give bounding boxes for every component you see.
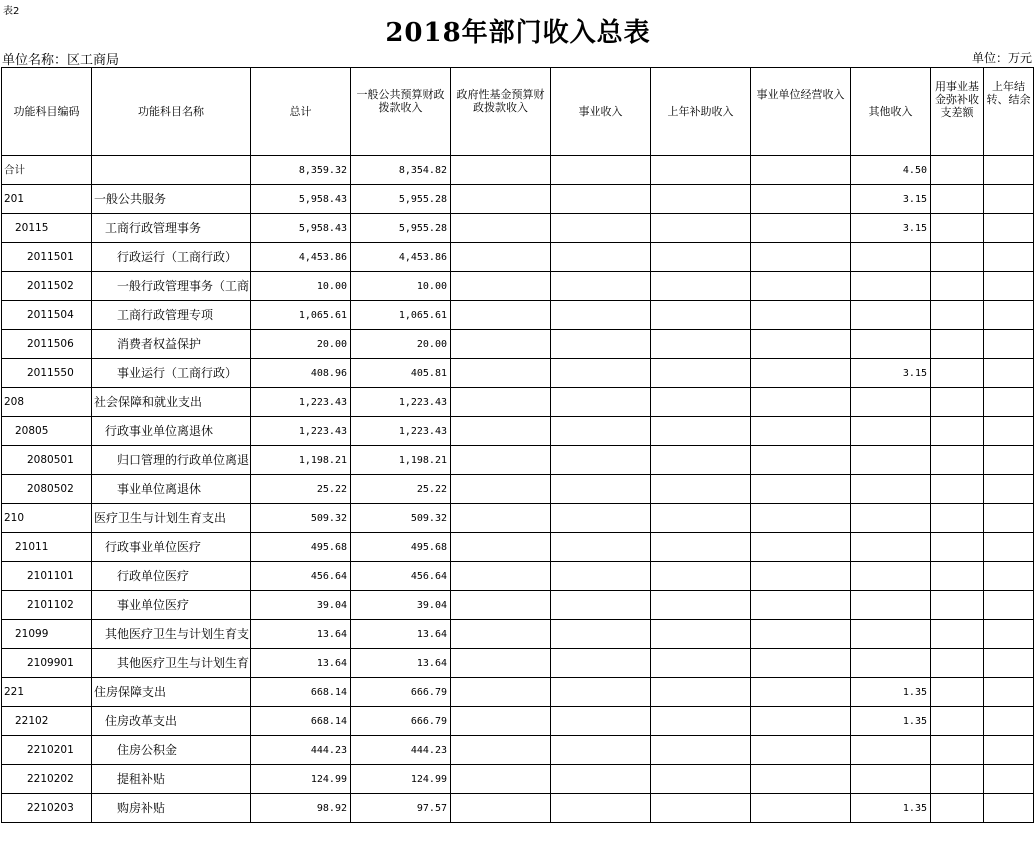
cell-total: 668.14 bbox=[251, 678, 351, 707]
cell-operating-income bbox=[751, 533, 851, 562]
cell-total: 444.23 bbox=[251, 736, 351, 765]
cell-other-income bbox=[851, 243, 931, 272]
cell-name: 住房保障支出 bbox=[92, 678, 251, 707]
cell-general-budget: 666.79 bbox=[351, 678, 451, 707]
table-row bbox=[2, 388, 1034, 417]
cell-gov-fund bbox=[451, 417, 551, 446]
cell-total: 495.68 bbox=[251, 533, 351, 562]
cell-business-income bbox=[551, 736, 651, 765]
cell-carryover bbox=[984, 533, 1034, 562]
header-code: 功能科目编码 bbox=[2, 68, 92, 156]
cell-other-income bbox=[851, 591, 931, 620]
cell-gov-fund bbox=[451, 736, 551, 765]
cell-other-income bbox=[851, 504, 931, 533]
cell-operating-income bbox=[751, 301, 851, 330]
header-total: 总计 bbox=[251, 68, 351, 156]
cell-other-income bbox=[851, 388, 931, 417]
cell-gov-fund bbox=[451, 707, 551, 736]
cell-total: 1,223.43 bbox=[251, 417, 351, 446]
cell-fund-offset bbox=[931, 475, 984, 504]
cell-total: 98.92 bbox=[251, 794, 351, 823]
cell-prev-subsidy bbox=[651, 591, 751, 620]
table-row bbox=[2, 678, 1034, 707]
cell-carryover bbox=[984, 765, 1034, 794]
cell-general-budget: 20.00 bbox=[351, 330, 451, 359]
cell-prev-subsidy bbox=[651, 185, 751, 214]
table-row bbox=[2, 649, 1034, 678]
table-row bbox=[2, 765, 1034, 794]
cell-business-income bbox=[551, 794, 651, 823]
cell-fund-offset bbox=[931, 620, 984, 649]
cell-prev-subsidy bbox=[651, 446, 751, 475]
cell-other-income bbox=[851, 272, 931, 301]
cell-total: 8,359.32 bbox=[251, 156, 351, 185]
cell-total: 1,223.43 bbox=[251, 388, 351, 417]
cell-fund-offset bbox=[931, 330, 984, 359]
cell-prev-subsidy bbox=[651, 388, 751, 417]
cell-name: 住房公积金 bbox=[92, 736, 251, 765]
cell-code: 221 bbox=[2, 678, 92, 707]
cell-name: 一般行政管理事务（工商 bbox=[92, 272, 251, 301]
cell-other-income bbox=[851, 620, 931, 649]
cell-name: 事业单位医疗 bbox=[92, 591, 251, 620]
cell-business-income bbox=[551, 446, 651, 475]
cell-prev-subsidy bbox=[651, 562, 751, 591]
cell-code: 2101102 bbox=[2, 591, 92, 620]
cell-code: 2080501 bbox=[2, 446, 92, 475]
cell-prev-subsidy bbox=[651, 156, 751, 185]
cell-fund-offset bbox=[931, 678, 984, 707]
cell-prev-subsidy bbox=[651, 359, 751, 388]
cell-total: 5,958.43 bbox=[251, 185, 351, 214]
cell-code: 210 bbox=[2, 504, 92, 533]
cell-gov-fund bbox=[451, 185, 551, 214]
cell-business-income bbox=[551, 765, 651, 794]
cell-total: 20.00 bbox=[251, 330, 351, 359]
cell-fund-offset bbox=[931, 562, 984, 591]
cell-fund-offset bbox=[931, 591, 984, 620]
cell-general-budget: 13.64 bbox=[351, 649, 451, 678]
cell-prev-subsidy bbox=[651, 794, 751, 823]
cell-operating-income bbox=[751, 214, 851, 243]
cell-other-income bbox=[851, 649, 931, 678]
cell-carryover bbox=[984, 649, 1034, 678]
cell-general-budget: 1,065.61 bbox=[351, 301, 451, 330]
cell-name: 消费者权益保护 bbox=[92, 330, 251, 359]
cell-operating-income bbox=[751, 794, 851, 823]
cell-fund-offset bbox=[931, 243, 984, 272]
cell-code: 2101101 bbox=[2, 562, 92, 591]
cell-prev-subsidy bbox=[651, 620, 751, 649]
cell-carryover bbox=[984, 243, 1034, 272]
cell-operating-income bbox=[751, 156, 851, 185]
cell-gov-fund bbox=[451, 214, 551, 243]
cell-fund-offset bbox=[931, 185, 984, 214]
cell-general-budget: 405.81 bbox=[351, 359, 451, 388]
cell-prev-subsidy bbox=[651, 272, 751, 301]
cell-total: 124.99 bbox=[251, 765, 351, 794]
cell-general-budget: 39.04 bbox=[351, 591, 451, 620]
cell-gov-fund bbox=[451, 533, 551, 562]
cell-business-income bbox=[551, 533, 651, 562]
cell-total: 39.04 bbox=[251, 591, 351, 620]
cell-business-income bbox=[551, 388, 651, 417]
cell-gov-fund bbox=[451, 359, 551, 388]
cell-gov-fund bbox=[451, 562, 551, 591]
cell-carryover bbox=[984, 620, 1034, 649]
cell-total: 668.14 bbox=[251, 707, 351, 736]
cell-general-budget: 4,453.86 bbox=[351, 243, 451, 272]
cell-gov-fund bbox=[451, 301, 551, 330]
cell-other-income: 1.35 bbox=[851, 678, 931, 707]
cell-name: 其他医疗卫生与计划生育支 bbox=[92, 620, 251, 649]
cell-name: 行政事业单位医疗 bbox=[92, 533, 251, 562]
cell-business-income bbox=[551, 185, 651, 214]
cell-total: 4,453.86 bbox=[251, 243, 351, 272]
cell-other-income bbox=[851, 330, 931, 359]
cell-general-budget: 97.57 bbox=[351, 794, 451, 823]
cell-business-income bbox=[551, 272, 651, 301]
cell-prev-subsidy bbox=[651, 649, 751, 678]
cell-fund-offset bbox=[931, 417, 984, 446]
cell-total: 25.22 bbox=[251, 475, 351, 504]
cell-fund-offset bbox=[931, 707, 984, 736]
header-carryover: 上年结转、结余 bbox=[984, 68, 1034, 156]
cell-code: 20805 bbox=[2, 417, 92, 446]
cell-other-income: 1.35 bbox=[851, 707, 931, 736]
cell-prev-subsidy bbox=[651, 475, 751, 504]
cell-name: 其他医疗卫生与计划生育 bbox=[92, 649, 251, 678]
cell-name: 事业单位离退休 bbox=[92, 475, 251, 504]
cell-code: 208 bbox=[2, 388, 92, 417]
cell-operating-income bbox=[751, 417, 851, 446]
table-row bbox=[2, 446, 1034, 475]
cell-carryover bbox=[984, 707, 1034, 736]
cell-gov-fund bbox=[451, 765, 551, 794]
page-title: 2018年部门收入总表 bbox=[385, 18, 651, 48]
cell-other-income: 3.15 bbox=[851, 359, 931, 388]
cell-gov-fund bbox=[451, 388, 551, 417]
cell-carryover bbox=[984, 214, 1034, 243]
cell-code: 2210203 bbox=[2, 794, 92, 823]
cell-carryover bbox=[984, 272, 1034, 301]
cell-gov-fund bbox=[451, 678, 551, 707]
cell-code: 20115 bbox=[2, 214, 92, 243]
cell-code: 2080502 bbox=[2, 475, 92, 504]
cell-operating-income bbox=[751, 736, 851, 765]
cell-name: 一般公共服务 bbox=[92, 185, 251, 214]
cell-other-income bbox=[851, 736, 931, 765]
cell-total: 13.64 bbox=[251, 649, 351, 678]
cell-total: 456.64 bbox=[251, 562, 351, 591]
cell-operating-income bbox=[751, 330, 851, 359]
cell-total: 5,958.43 bbox=[251, 214, 351, 243]
cell-operating-income bbox=[751, 475, 851, 504]
cell-carryover bbox=[984, 359, 1034, 388]
header-operating-income: 事业单位经营收入 bbox=[751, 68, 851, 156]
cell-code: 2210202 bbox=[2, 765, 92, 794]
cell-operating-income bbox=[751, 504, 851, 533]
cell-prev-subsidy bbox=[651, 417, 751, 446]
table-row bbox=[2, 214, 1034, 243]
table-row bbox=[2, 562, 1034, 591]
cell-total: 10.00 bbox=[251, 272, 351, 301]
cell-other-income: 4.50 bbox=[851, 156, 931, 185]
cell-carryover bbox=[984, 417, 1034, 446]
cell-fund-offset bbox=[931, 156, 984, 185]
cell-gov-fund bbox=[451, 649, 551, 678]
table-row bbox=[2, 359, 1034, 388]
cell-fund-offset bbox=[931, 214, 984, 243]
cell-business-income bbox=[551, 359, 651, 388]
cell-fund-offset bbox=[931, 388, 984, 417]
cell-code: 2011504 bbox=[2, 301, 92, 330]
cell-total: 13.64 bbox=[251, 620, 351, 649]
header-fund-offset: 用事业基金弥补收支差额 bbox=[931, 68, 984, 156]
cell-other-income: 1.35 bbox=[851, 794, 931, 823]
cell-general-budget: 8,354.82 bbox=[351, 156, 451, 185]
cell-carryover bbox=[984, 446, 1034, 475]
cell-operating-income bbox=[751, 272, 851, 301]
table-row bbox=[2, 417, 1034, 446]
cell-code: 201 bbox=[2, 185, 92, 214]
cell-other-income bbox=[851, 765, 931, 794]
cell-business-income bbox=[551, 330, 651, 359]
cell-business-income bbox=[551, 475, 651, 504]
cell-fund-offset bbox=[931, 272, 984, 301]
cell-business-income bbox=[551, 591, 651, 620]
table-row bbox=[2, 504, 1034, 533]
cell-carryover bbox=[984, 794, 1034, 823]
cell-other-income bbox=[851, 417, 931, 446]
cell-fund-offset bbox=[931, 301, 984, 330]
cell-operating-income bbox=[751, 678, 851, 707]
cell-fund-offset bbox=[931, 504, 984, 533]
cell-operating-income bbox=[751, 707, 851, 736]
cell-gov-fund bbox=[451, 446, 551, 475]
cell-business-income bbox=[551, 243, 651, 272]
cell-operating-income bbox=[751, 649, 851, 678]
cell-business-income bbox=[551, 562, 651, 591]
cell-general-budget: 1,198.21 bbox=[351, 446, 451, 475]
cell-name: 住房改革支出 bbox=[92, 707, 251, 736]
table-row bbox=[2, 185, 1034, 214]
cell-business-income bbox=[551, 504, 651, 533]
cell-operating-income bbox=[751, 765, 851, 794]
cell-prev-subsidy bbox=[651, 707, 751, 736]
cell-carryover bbox=[984, 504, 1034, 533]
cell-general-budget: 456.64 bbox=[351, 562, 451, 591]
cell-name: 行政事业单位离退休 bbox=[92, 417, 251, 446]
cell-prev-subsidy bbox=[651, 504, 751, 533]
cell-prev-subsidy bbox=[651, 243, 751, 272]
cell-operating-income bbox=[751, 620, 851, 649]
cell-general-budget: 10.00 bbox=[351, 272, 451, 301]
cell-general-budget: 495.68 bbox=[351, 533, 451, 562]
cell-other-income bbox=[851, 475, 931, 504]
unit-label: 单位：万元 bbox=[971, 51, 1032, 65]
cell-carryover bbox=[984, 388, 1034, 417]
table-row bbox=[2, 533, 1034, 562]
cell-name: 归口管理的行政单位离退 bbox=[92, 446, 251, 475]
cell-business-income bbox=[551, 214, 651, 243]
cell-prev-subsidy bbox=[651, 678, 751, 707]
cell-code: 2011502 bbox=[2, 272, 92, 301]
cell-fund-offset bbox=[931, 736, 984, 765]
cell-code: 22102 bbox=[2, 707, 92, 736]
cell-gov-fund bbox=[451, 591, 551, 620]
cell-operating-income bbox=[751, 359, 851, 388]
cell-gov-fund bbox=[451, 504, 551, 533]
cell-general-budget: 124.99 bbox=[351, 765, 451, 794]
cell-prev-subsidy bbox=[651, 301, 751, 330]
cell-operating-income bbox=[751, 446, 851, 475]
cell-general-budget: 509.32 bbox=[351, 504, 451, 533]
table-row bbox=[2, 620, 1034, 649]
cell-fund-offset bbox=[931, 649, 984, 678]
cell-carryover bbox=[984, 156, 1034, 185]
cell-prev-subsidy bbox=[651, 736, 751, 765]
cell-name bbox=[92, 156, 251, 185]
cell-operating-income bbox=[751, 185, 851, 214]
cell-gov-fund bbox=[451, 475, 551, 504]
cell-code: 2109901 bbox=[2, 649, 92, 678]
cell-gov-fund bbox=[451, 330, 551, 359]
cell-carryover bbox=[984, 678, 1034, 707]
table-row bbox=[2, 243, 1034, 272]
cell-other-income bbox=[851, 446, 931, 475]
header-name: 功能科目名称 bbox=[92, 68, 251, 156]
cell-total: 509.32 bbox=[251, 504, 351, 533]
cell-operating-income bbox=[751, 388, 851, 417]
cell-other-income bbox=[851, 562, 931, 591]
cell-operating-income bbox=[751, 591, 851, 620]
cell-gov-fund bbox=[451, 272, 551, 301]
cell-operating-income bbox=[751, 562, 851, 591]
cell-other-income bbox=[851, 533, 931, 562]
table-row bbox=[2, 156, 1034, 185]
cell-other-income bbox=[851, 301, 931, 330]
cell-prev-subsidy bbox=[651, 330, 751, 359]
cell-name: 事业运行（工商行政） bbox=[92, 359, 251, 388]
cell-general-budget: 5,955.28 bbox=[351, 214, 451, 243]
cell-code: 21099 bbox=[2, 620, 92, 649]
cell-carryover bbox=[984, 301, 1034, 330]
cell-fund-offset bbox=[931, 446, 984, 475]
cell-business-income bbox=[551, 620, 651, 649]
cell-carryover bbox=[984, 185, 1034, 214]
cell-general-budget: 5,955.28 bbox=[351, 185, 451, 214]
cell-business-income bbox=[551, 707, 651, 736]
table-row bbox=[2, 301, 1034, 330]
cell-name: 工商行政管理事务 bbox=[92, 214, 251, 243]
cell-business-income bbox=[551, 417, 651, 446]
table-row bbox=[2, 591, 1034, 620]
cell-code: 21011 bbox=[2, 533, 92, 562]
cell-fund-offset bbox=[931, 765, 984, 794]
cell-code: 2011501 bbox=[2, 243, 92, 272]
cell-gov-fund bbox=[451, 156, 551, 185]
header-other-income: 其他收入 bbox=[851, 68, 931, 156]
table-row bbox=[2, 707, 1034, 736]
header-general-budget: 一般公共预算财政拨款收入 bbox=[351, 68, 451, 156]
cell-code: 2011506 bbox=[2, 330, 92, 359]
cell-other-income: 3.15 bbox=[851, 214, 931, 243]
cell-fund-offset bbox=[931, 533, 984, 562]
table-body bbox=[2, 156, 1034, 823]
cell-name: 医疗卫生与计划生育支出 bbox=[92, 504, 251, 533]
cell-prev-subsidy bbox=[651, 765, 751, 794]
cell-fund-offset bbox=[931, 794, 984, 823]
cell-name: 行政运行（工商行政） bbox=[92, 243, 251, 272]
cell-total: 1,198.21 bbox=[251, 446, 351, 475]
header-prev-subsidy: 上年补助收入 bbox=[651, 68, 751, 156]
table-row bbox=[2, 475, 1034, 504]
cell-carryover bbox=[984, 330, 1034, 359]
cell-business-income bbox=[551, 156, 651, 185]
cell-prev-subsidy bbox=[651, 214, 751, 243]
table-row bbox=[2, 272, 1034, 301]
cell-carryover bbox=[984, 562, 1034, 591]
cell-general-budget: 666.79 bbox=[351, 707, 451, 736]
cell-total: 408.96 bbox=[251, 359, 351, 388]
unit-name: 单位名称：区工商局 bbox=[2, 53, 120, 68]
cell-operating-income bbox=[751, 243, 851, 272]
cell-general-budget: 1,223.43 bbox=[351, 388, 451, 417]
header-business-income: 事业收入 bbox=[551, 68, 651, 156]
header-row bbox=[2, 68, 1034, 156]
cell-name: 工商行政管理专项 bbox=[92, 301, 251, 330]
cell-prev-subsidy bbox=[651, 533, 751, 562]
cell-gov-fund bbox=[451, 794, 551, 823]
cell-name: 提租补贴 bbox=[92, 765, 251, 794]
cell-carryover bbox=[984, 591, 1034, 620]
cell-business-income bbox=[551, 649, 651, 678]
cell-business-income bbox=[551, 678, 651, 707]
cell-code: 2210201 bbox=[2, 736, 92, 765]
cell-gov-fund bbox=[451, 620, 551, 649]
cell-code: 2011550 bbox=[2, 359, 92, 388]
cell-general-budget: 1,223.43 bbox=[351, 417, 451, 446]
income-table bbox=[1, 67, 1034, 823]
table-row bbox=[2, 330, 1034, 359]
table-number: 表2 bbox=[3, 6, 20, 17]
cell-carryover bbox=[984, 475, 1034, 504]
cell-carryover bbox=[984, 736, 1034, 765]
cell-total: 1,065.61 bbox=[251, 301, 351, 330]
cell-general-budget: 25.22 bbox=[351, 475, 451, 504]
cell-code: 合计 bbox=[2, 156, 92, 185]
cell-fund-offset bbox=[931, 359, 984, 388]
header-gov-fund: 政府性基金预算财政拨款收入 bbox=[451, 68, 551, 156]
table-row bbox=[2, 736, 1034, 765]
cell-general-budget: 444.23 bbox=[351, 736, 451, 765]
cell-name: 购房补贴 bbox=[92, 794, 251, 823]
cell-name: 行政单位医疗 bbox=[92, 562, 251, 591]
cell-name: 社会保障和就业支出 bbox=[92, 388, 251, 417]
cell-gov-fund bbox=[451, 243, 551, 272]
cell-general-budget: 13.64 bbox=[351, 620, 451, 649]
cell-other-income: 3.15 bbox=[851, 185, 931, 214]
table-row bbox=[2, 794, 1034, 823]
cell-business-income bbox=[551, 301, 651, 330]
